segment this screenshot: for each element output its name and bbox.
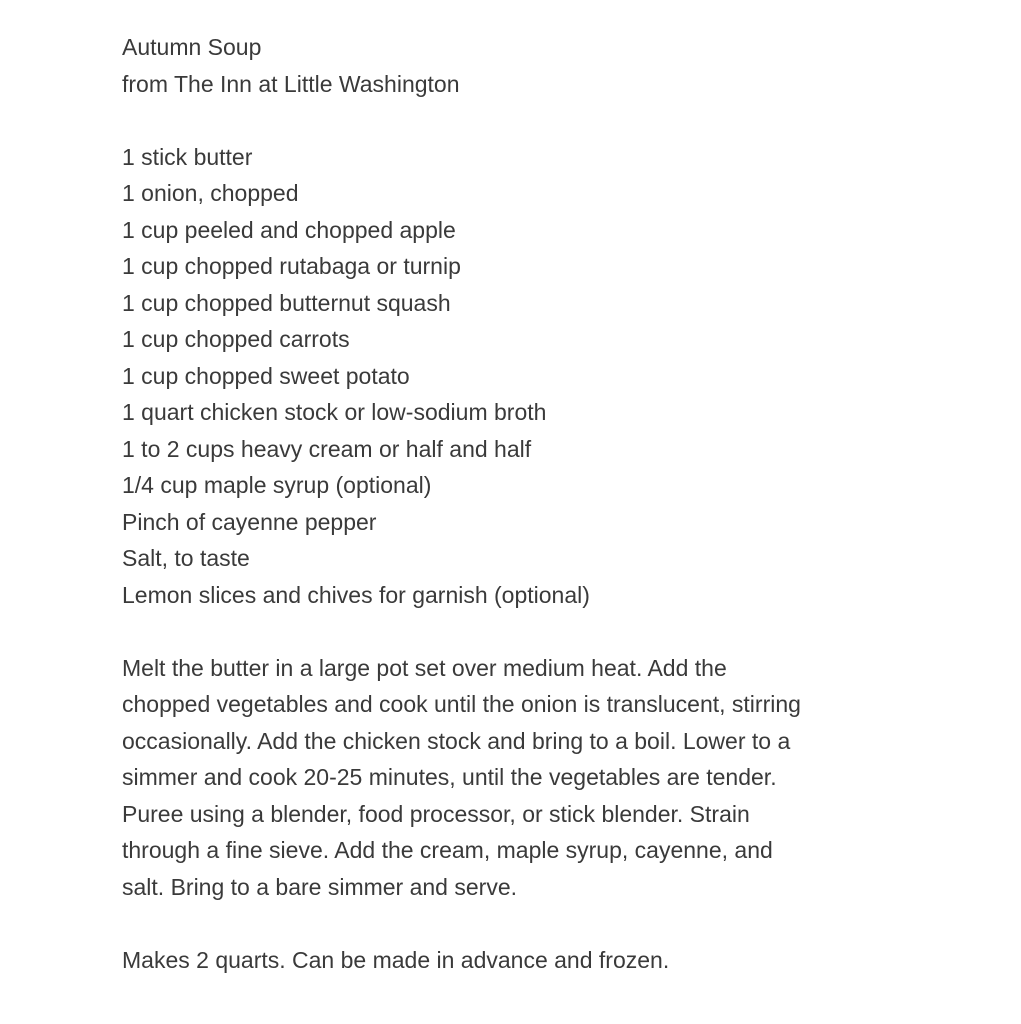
ingredient-item: 1/4 cup maple syrup (optional) <box>122 472 432 498</box>
recipe-title: Autumn Soup <box>122 34 262 60</box>
ingredient-item: 1 cup chopped rutabaga or turnip <box>122 253 461 279</box>
instructions-line: Melt the butter in a large pot set over medium heat. Add the <box>122 654 727 681</box>
ingredient-item: 1 cup chopped sweet potato <box>122 362 410 389</box>
instructions-line: Puree using a blender, food processor, or stick blender. Strain <box>122 800 750 827</box>
ingredient-item: Lemon slices and chives for garnish (optional) <box>122 581 590 608</box>
recipe-source: from The Inn at Little Washington <box>122 70 460 97</box>
ingredient-item: 1 to 2 cups heavy cream or half and half <box>122 435 532 462</box>
instructions-line: salt. Bring to a bare simmer and serve. <box>122 873 517 900</box>
ingredient-item: Salt, to taste <box>122 545 250 571</box>
ingredient-item: 1 stick butter <box>122 143 253 170</box>
ingredient-list <box>122 139 982 614</box>
instructions-paragraph <box>122 650 922 906</box>
ingredient-item: 1 cup chopped butternut squash <box>122 289 451 316</box>
recipe-document <box>122 29 982 978</box>
ingredient-item: 1 cup peeled and chopped apple <box>122 216 456 243</box>
spacer <box>122 905 982 942</box>
instructions-line: through a fine sieve. Add the cream, maple syrup, cayenne, and <box>122 837 773 863</box>
yield-note: Makes 2 quarts. Can be made in advance and frozen. <box>122 946 670 973</box>
ingredient-item: 1 quart chicken stock or low-sodium broth <box>122 399 547 425</box>
spacer <box>122 102 982 139</box>
ingredient-item: 1 cup chopped carrots <box>122 326 350 352</box>
spacer <box>122 613 982 650</box>
instructions-line: simmer and cook 20-25 minutes, until the vegetables are tender. <box>122 764 777 790</box>
instructions-line: chopped vegetables and cook until the onion is translucent, stirring <box>122 691 801 717</box>
instructions-line: occasionally. Add the chicken stock and bring to a boil. Lower to a <box>122 727 791 754</box>
ingredient-item: Pinch of cayenne pepper <box>122 508 377 535</box>
ingredient-item: 1 onion, chopped <box>122 180 299 206</box>
